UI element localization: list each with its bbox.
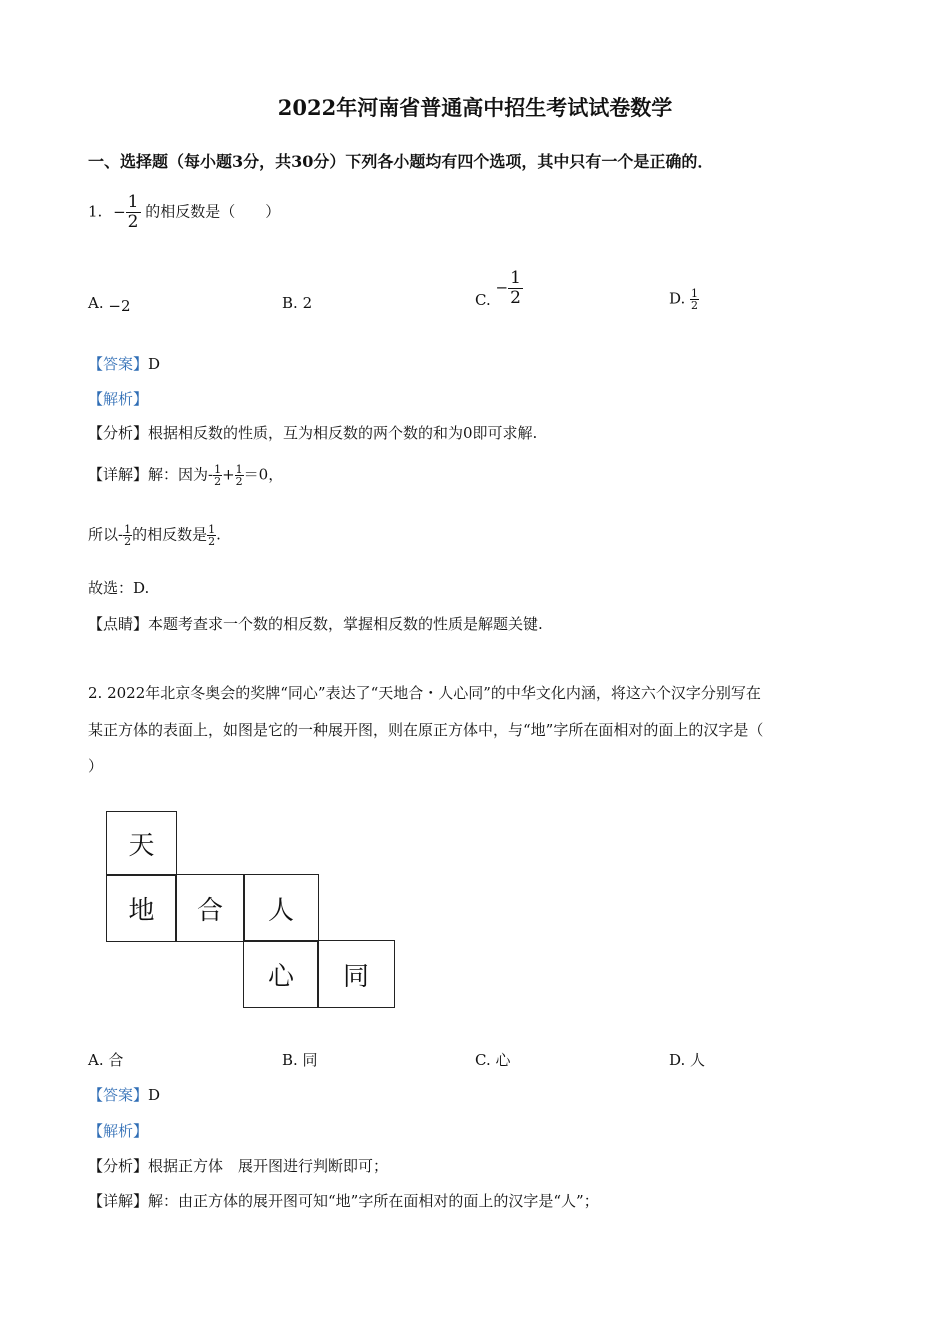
q1-stem-sign: − [113,202,126,221]
q2-stem-line-2: 某正方体的表面上，如图是它的一种展开图，则在原正方体中，与“地”字所在面相对的面上的汉字是（ [88,721,764,739]
q1-detail-plus: + [222,465,235,484]
net-cell-tian: 天 [106,811,177,876]
q1-option-c-num: 1 [510,268,521,288]
q2-option-c: C. 心 [475,1051,511,1069]
q1-so [88,524,221,547]
q2-analysis-tag: 【解析】 [88,1122,149,1140]
q2-answer [88,1085,160,1105]
q1-detail-f1-den: 2 [214,475,222,488]
q1-option-c-fraction [508,269,523,308]
q1-so-end: . [216,525,221,544]
q1-so-fraction-2 [207,524,216,547]
q2-detail-text: 解：由正方体的展开图可知“地”字所在面相对的面上的汉字是“人”； [148,1192,599,1210]
q1-fenxi-text: 根据相反数的性质，互为相反数的两个数的和为0即可求解. [148,424,538,442]
q2-option-a: A. 合 [88,1051,124,1069]
q1-number: 1. [88,202,103,221]
q1-fenxi-tag: 【分析】 [88,424,149,442]
q1-option-c-label: C. [475,290,491,309]
q1-detail-f2-den: 2 [235,475,243,488]
cube-net-figure [105,810,397,1010]
net-cell-he: 合 [175,874,245,942]
q1-option-a-value: −2 [108,297,131,315]
net-cell-tong: 同 [317,940,395,1008]
q1-so-f2-den: 2 [208,535,216,548]
page-title: 2022年河南省普通高中招生考试试卷数学 [277,95,673,120]
q1-point-text: 本题考查求一个数的相反数，掌握相反数的性质是解题关键. [148,615,543,633]
q1-answer [88,354,160,374]
net-cell-xin: 心 [243,940,319,1008]
q1-option-b-label: B. [282,294,298,312]
q1-option-c-sign: − [495,278,509,297]
q2-detail-tag: 【详解】 [88,1192,149,1210]
q1-option-b-value: 2 [302,294,313,312]
q1-so-f2-num: 1 [208,523,216,536]
q1-option-c-den: 2 [510,288,521,308]
q1-option-b [282,294,312,312]
q1-stem-num: 1 [127,192,139,212]
q1-answer-value: D [148,355,161,373]
q1-so-f1-num: 1 [124,523,132,536]
q1-so-fraction-1 [123,524,132,547]
q1-detail-f2-num: 1 [235,463,243,476]
q1-point-tag: 【点睛】 [88,615,149,633]
section-heading: 一、选择题（每小题3分，共30分）下列各小题均有四个选项，其中只有一个是正确的． [88,152,714,171]
q1-choose: 故选：D. [88,579,150,597]
q1-detail-fraction-2 [235,464,244,487]
q2-stem-line-3: ） [88,757,104,775]
q1-option-a-label: A. [88,294,104,312]
q1-so-f1-den: 2 [124,535,132,548]
q2-fenxi [88,1156,388,1176]
q1-stem-den: 2 [127,212,139,232]
q1-option-d-num: 1 [691,287,699,300]
q1-point [88,614,543,634]
q2-answer-tag: 【答案】 [88,1086,149,1104]
q1-detail [88,464,283,487]
q1-detail-tag: 【详解】 [88,465,149,484]
net-cell-ren: 人 [243,874,319,942]
q2-fenxi-tag: 【分析】 [88,1157,149,1175]
q2-option-b: B. 同 [282,1051,318,1069]
q1-so-prefix: 所以- [88,525,124,544]
q1-detail-f1-num: 1 [214,463,222,476]
q1-option-c [475,269,523,308]
q2-answer-value: D [148,1086,161,1104]
q2-fenxi-text: 根据正方体 展开图进行判断即可； [148,1157,389,1175]
q1-fenxi [88,423,537,443]
net-cell-di: 地 [106,874,177,942]
q2-stem-line-1: 2. 2022年北京冬奥会的奖牌“同心”表达了“天地合・人心同”的中华文化内涵，将这六个汉字分别写在 [88,684,761,702]
q1-detail-suffix: ＝0， [243,465,284,484]
q1-option-a [88,294,131,315]
q2-detail [88,1191,599,1211]
q1-analysis-tag: 【解析】 [88,390,149,408]
q1-option-d-label: D. [669,289,686,308]
q1-detail-prefix: 解：因为- [148,465,214,484]
q1-option-d [669,288,699,311]
q1-option-d-den: 2 [691,299,699,312]
q1-stem-text: 的相反数是（ ） [145,202,281,221]
q1-stem-fraction [126,193,141,232]
q2-option-d: D. 人 [669,1051,706,1069]
q1-detail-fraction-1 [213,464,222,487]
q1-stem [88,193,280,232]
q1-option-d-fraction [690,288,699,311]
q1-answer-tag: 【答案】 [88,355,149,373]
q1-so-mid: 的相反数是 [132,525,208,544]
